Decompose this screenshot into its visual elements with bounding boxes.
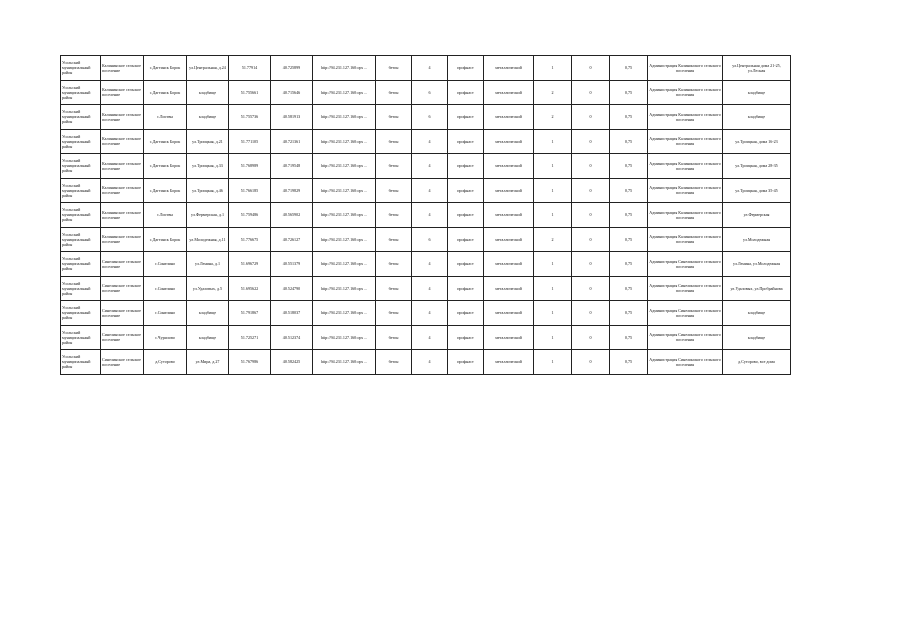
table-cell: с.Синелино (144, 252, 187, 277)
table-cell: 1 (534, 276, 572, 301)
table-cell: кладбище (723, 80, 791, 105)
table-cell: профнаст (448, 252, 484, 277)
table-cell: Администрация Калининского сельского поселения (648, 80, 723, 105)
table-cell: 40.719548 (271, 154, 313, 179)
table-cell: Усольский муниципальный район (61, 154, 101, 179)
table-cell: бетон (376, 154, 412, 179)
table-cell: металлический (484, 227, 534, 252)
table-cell: Калининское сельское поселение (101, 203, 144, 228)
table-cell: Администрация Калининского сельского поселения (648, 203, 723, 228)
table-cell: 0 (572, 252, 610, 277)
table-cell: ул.Троицкая, дома 35-45 (723, 178, 791, 203)
table-cell: 4 (412, 129, 448, 154)
table-cell: ул.Удаловых, ул.Пробрайнова (723, 276, 791, 301)
table-cell: 0,75 (610, 325, 648, 350)
table-cell: 0 (572, 178, 610, 203)
table-row (61, 350, 791, 375)
table-cell: http://94.231.127.160:ops ... (313, 301, 376, 326)
table-cell: http://94.231.127.160:ops ... (313, 105, 376, 130)
table-cell: Администрация Калининского сельского поселения (648, 227, 723, 252)
table-cell: http://94.231.127.160:ops ... (313, 80, 376, 105)
table-cell: металлический (484, 80, 534, 105)
table-cell: 40.582425 (271, 350, 313, 375)
table-cell: 4 (412, 252, 448, 277)
table-cell: ул.Фермерская (723, 203, 791, 228)
table-cell: 40.512374 (271, 325, 313, 350)
table-cell: 0,75 (610, 56, 648, 81)
table-cell: Администрация Калининского сельского поселения (648, 154, 723, 179)
table-cell: металлический (484, 252, 534, 277)
table-cell: профнаст (448, 325, 484, 350)
table-cell: бетон (376, 129, 412, 154)
table-cell: 0,75 (610, 350, 648, 375)
table-cell: профнаст (448, 80, 484, 105)
table-cell: металлический (484, 105, 534, 130)
table-cell: 40.551379 (271, 252, 313, 277)
table-cell: Усольский муниципальный район (61, 129, 101, 154)
table-cell: металлический (484, 301, 534, 326)
table-cell: 0,75 (610, 105, 648, 130)
table-cell: 4 (412, 154, 448, 179)
table-cell: бетон (376, 227, 412, 252)
table-cell: 51.77914 (229, 56, 271, 81)
table-cell: д.Суторово (144, 350, 187, 375)
table-cell: 40.565902 (271, 203, 313, 228)
table-cell: бетон (376, 301, 412, 326)
table-cell: с.Дагтинск Борок (144, 154, 187, 179)
table-cell: с.Синелино (144, 301, 187, 326)
table-cell: кладбище (723, 105, 791, 130)
table-cell: бетон (376, 203, 412, 228)
table-cell: профнаст (448, 178, 484, 203)
table-cell: 51.791867 (229, 301, 271, 326)
table-row (61, 129, 791, 154)
table-cell: 2 (534, 80, 572, 105)
table-row (61, 178, 791, 203)
table-cell: Усольский муниципальный район (61, 276, 101, 301)
table-cell: металлический (484, 154, 534, 179)
table-cell: 0 (572, 227, 610, 252)
table-cell: Калининское сельское поселение (101, 154, 144, 179)
table-cell: 1 (534, 325, 572, 350)
table-cell: 4 (412, 350, 448, 375)
table-cell: Синелинское сельское поселение (101, 252, 144, 277)
table-cell: Администрация Калининского сельского поселения (648, 129, 723, 154)
table-cell: 0,75 (610, 80, 648, 105)
table-cell: профнаст (448, 227, 484, 252)
table-cell: 1 (534, 252, 572, 277)
table-cell: 1 (534, 154, 572, 179)
table-row (61, 56, 791, 81)
table-cell: 6 (412, 105, 448, 130)
table-cell: бетон (376, 325, 412, 350)
table-cell: Администрация Калининского сельского поселения (648, 105, 723, 130)
table-cell: http://94.231.127.160:ops ... (313, 350, 376, 375)
table-cell: Усольский муниципальный район (61, 350, 101, 375)
table-cell: кладбище (723, 325, 791, 350)
table-cell: Усольский муниципальный район (61, 325, 101, 350)
table-cell: 0,75 (610, 276, 648, 301)
table-cell: Администрация Синелинского сельского поселения (648, 301, 723, 326)
table-cell: Калининское сельское поселение (101, 178, 144, 203)
table-cell: 0,75 (610, 301, 648, 326)
table-cell: 1 (534, 301, 572, 326)
table-cell: 0 (572, 56, 610, 81)
table-cell: металлический (484, 276, 534, 301)
table-cell: Усольский муниципальный район (61, 56, 101, 81)
table-cell: профнаст (448, 154, 484, 179)
table-row (61, 276, 791, 301)
table-cell: металлический (484, 325, 534, 350)
table-cell: ул.Удаловых, д.5 (187, 276, 229, 301)
table-cell: бетон (376, 276, 412, 301)
table-cell: 51.766185 (229, 178, 271, 203)
table-cell: профнаст (448, 56, 484, 81)
table-cell: с.Дагтинск Борок (144, 178, 187, 203)
table-cell: 4 (412, 325, 448, 350)
table-cell: Администрация Калининского сельского поселения (648, 178, 723, 203)
table-cell: http://94.231.127.160:ops ... (313, 227, 376, 252)
table-cell: металлический (484, 178, 534, 203)
table-row (61, 154, 791, 179)
table-cell: 2 (534, 227, 572, 252)
table-cell: ул.Центральная, д.24 (187, 56, 229, 81)
table-cell: Калининское сельское поселение (101, 56, 144, 81)
table-row (61, 203, 791, 228)
table-cell: с.Листвы (144, 203, 187, 228)
table-cell: http://94.231.127.160:ops ... (313, 154, 376, 179)
table-cell: кладбище (187, 80, 229, 105)
table-cell: металлический (484, 129, 534, 154)
table-cell: 40.725899 (271, 56, 313, 81)
table-cell: 1 (534, 56, 572, 81)
table-cell: 6 (412, 80, 448, 105)
table-cell: 4 (412, 276, 448, 301)
table-cell: бетон (376, 178, 412, 203)
table-cell: Усольский муниципальный район (61, 178, 101, 203)
table-cell: бетон (376, 350, 412, 375)
table-cell: ул.Молодежная, д.11 (187, 227, 229, 252)
table-row (61, 227, 791, 252)
table-cell: профнаст (448, 350, 484, 375)
table-cell: 1 (534, 129, 572, 154)
table-cell: Калининское сельское поселение (101, 227, 144, 252)
table-cell: ул.Ленина, ул.Молодежная (723, 252, 791, 277)
table-cell: 51.767986 (229, 350, 271, 375)
table-cell: Усольский муниципальный район (61, 80, 101, 105)
table-cell: 40.715646 (271, 80, 313, 105)
table-cell: 4 (412, 56, 448, 81)
table-cell: с.Синелино (144, 276, 187, 301)
table-cell: кладбище (723, 301, 791, 326)
table-cell: с.Дагтинск Борок (144, 80, 187, 105)
table-cell: с.Дагтинск Борок (144, 129, 187, 154)
table-cell: Синелинское сельское поселение (101, 276, 144, 301)
table-cell: ул.Мира, д.27 (187, 350, 229, 375)
table-cell: 0 (572, 129, 610, 154)
document-page (60, 55, 791, 375)
table-cell: Администрация Синелинского сельского поселения (648, 276, 723, 301)
table-cell: 51.696729 (229, 252, 271, 277)
table-cell: 40.581913 (271, 105, 313, 130)
table-cell: 0,75 (610, 203, 648, 228)
table-cell: http://94.231.127.160:ops ... (313, 276, 376, 301)
table-cell: Синелинское сельское поселение (101, 350, 144, 375)
table-cell: ул.Троицкая, дома 16-23 (723, 129, 791, 154)
table-cell: бетон (376, 80, 412, 105)
table-cell: 40.518037 (271, 301, 313, 326)
table-cell: металлический (484, 203, 534, 228)
table-cell: Администрация Синелинского сельского поселения (648, 252, 723, 277)
table-body (61, 56, 791, 375)
table-cell: 40.726127 (271, 227, 313, 252)
table-row (61, 80, 791, 105)
table-cell: 40.524790 (271, 276, 313, 301)
table-cell: профнаст (448, 301, 484, 326)
table-cell: 0 (572, 105, 610, 130)
table-cell: бетон (376, 56, 412, 81)
table-cell: Синелинское сельское поселение (101, 301, 144, 326)
table-cell: профнаст (448, 105, 484, 130)
table-cell: 4 (412, 178, 448, 203)
waste-sites-table (60, 55, 791, 375)
table-row (61, 252, 791, 277)
table-row (61, 105, 791, 130)
table-cell: 1 (534, 350, 572, 375)
table-cell: http://94.231.127.160:ops ... (313, 178, 376, 203)
table-cell: бетон (376, 105, 412, 130)
table-cell: Калининское сельское поселение (101, 80, 144, 105)
table-cell: 0 (572, 80, 610, 105)
table-cell: Усольский муниципальный район (61, 227, 101, 252)
table-cell: кладбище (187, 325, 229, 350)
table-cell: Усольский муниципальный район (61, 203, 101, 228)
table-cell: 4 (412, 301, 448, 326)
table-cell: Администрация Синелинского сельского поселения (648, 325, 723, 350)
table-cell: 4 (412, 203, 448, 228)
table-cell: Калининское сельское поселение (101, 129, 144, 154)
table-cell: 0 (572, 154, 610, 179)
table-cell: Усольский муниципальный район (61, 301, 101, 326)
table-cell: Администрация Калининского сельского поселения (648, 56, 723, 81)
table-row (61, 301, 791, 326)
table-cell: 0 (572, 301, 610, 326)
table-cell: 0 (572, 203, 610, 228)
table-cell: профнаст (448, 129, 484, 154)
table-cell: 51.695622 (229, 276, 271, 301)
table-cell: с.Дагтинск Борок (144, 56, 187, 81)
table-cell: 51.759486 (229, 203, 271, 228)
table-cell: 51.771105 (229, 129, 271, 154)
table-cell: Калининское сельское поселение (101, 105, 144, 130)
table-cell: http://94.231.127.160:ops ... (313, 252, 376, 277)
table-cell: 0,75 (610, 227, 648, 252)
table-cell: 0 (572, 276, 610, 301)
table-cell: с.Чурилово (144, 325, 187, 350)
table-cell: д.Суторово, все дома (723, 350, 791, 375)
table-cell: металлический (484, 350, 534, 375)
table-cell: Администрация Синелинского сельского поселения (648, 350, 723, 375)
table-cell: ул.Троицкая, д.33 (187, 154, 229, 179)
table-cell: с.Листвы (144, 105, 187, 130)
table-cell: 6 (412, 227, 448, 252)
table-cell: бетон (376, 252, 412, 277)
table-cell: 51.755736 (229, 105, 271, 130)
table-cell: 0 (572, 350, 610, 375)
table-cell: Усольский муниципальный район (61, 252, 101, 277)
table-cell: металлический (484, 56, 534, 81)
table-cell: 0,75 (610, 129, 648, 154)
table-cell: 40.719829 (271, 178, 313, 203)
table-cell: 51.755661 (229, 80, 271, 105)
table-cell: ул.Троицкая, д.21 (187, 129, 229, 154)
table-cell: 0 (572, 325, 610, 350)
table-cell: с.Дагтинск Борок (144, 227, 187, 252)
table-cell: профнаст (448, 276, 484, 301)
table-cell: 51.776675 (229, 227, 271, 252)
table-cell: ул.Троицкая, д.46 (187, 178, 229, 203)
table-cell: 0,75 (610, 154, 648, 179)
table-cell: 51.725271 (229, 325, 271, 350)
table-cell: ул.Фермерская, д.1 (187, 203, 229, 228)
table-cell: кладбище (187, 105, 229, 130)
table-cell: http://94.231.127.160:ops ... (313, 129, 376, 154)
table-cell: 0,75 (610, 178, 648, 203)
table-cell: http://94.231.127.160:ops ... (313, 203, 376, 228)
table-cell: http://94.231.127.160:ops ... (313, 56, 376, 81)
table-cell: ул.Центральная дома 21-25, ул.Лесная (723, 56, 791, 81)
table-cell: 2 (534, 105, 572, 130)
table-cell: 1 (534, 203, 572, 228)
table-cell: http://94.231.127.160:ops ... (313, 325, 376, 350)
table-cell: 51.768989 (229, 154, 271, 179)
table-cell: кладбище (187, 301, 229, 326)
table-cell: ул.Троицкая, дома 28-35 (723, 154, 791, 179)
table-cell: ул.Молодежная (723, 227, 791, 252)
table-cell: 40.721361 (271, 129, 313, 154)
table-cell: Усольский муниципальный район (61, 105, 101, 130)
table-row (61, 325, 791, 350)
table-cell: 0,75 (610, 252, 648, 277)
table-cell: 1 (534, 178, 572, 203)
table-cell: профнаст (448, 203, 484, 228)
table-cell: ул.Ленина, д.1 (187, 252, 229, 277)
table-cell: Синелинское сельское поселение (101, 325, 144, 350)
